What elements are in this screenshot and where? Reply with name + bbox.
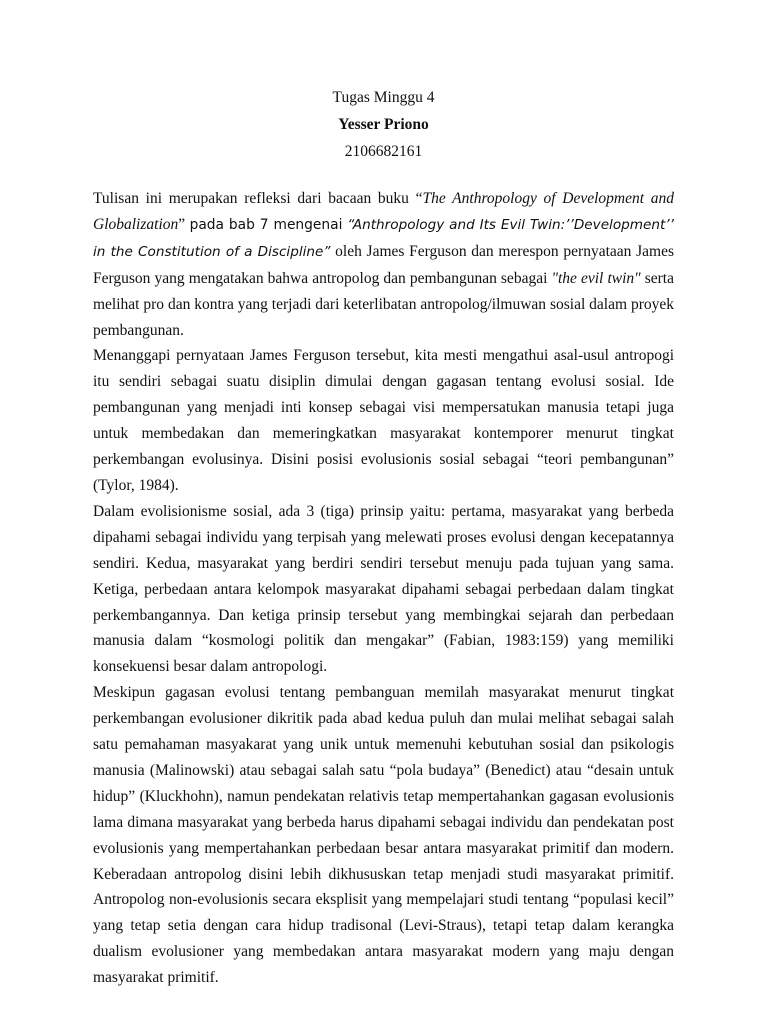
document-header (93, 84, 674, 165)
document-body (93, 186, 674, 991)
paragraph-3: Dalam evolisionisme sosial, ada 3 (tiga) prinsip yaitu: pertama, masyarakat yang berbeda dipahami sebagai individu yang terpisah yang melewati proses evolusi dengan kecepatannya sendiri. Kedua, masyarakat yang berdiri sendiri tersebut menuju pada tujuan yang sama. Ketiga, perbedaan antara kelompok masyarakat dipahami sebagai perbedaan dalam tingkat perkembangannya. Dan ketiga prinsip tersebut yang membingkai sejarah dan perbedaan manusia dalam “kosmologi politik dan mengakar” (Fabian, 1983:159) yang memiliki konsekuensi besar dalam antropologi. (93, 502, 674, 676)
intro-text-5: serta melihat pro dan kontra yang terjadi dari keterlibatan antropolog/ilmuwan sosial dalam proyek pembangunan. (93, 269, 674, 339)
paragraph-4: Meskipun gagasan evolusi tentang pembanguan memilah masyarakat menurut tingkat perkembangan evolusioner dikritik pada abad kedua puluh dan mulai melihat sebagai salah satu pemahaman masyakarat yang unik untuk memenuhi kebutuhan sosial dan psikologis manusia (Malinowski) atau sebagai salah satu “pola budaya” (Benedict) atau “desain untuk hidup” (Kluckhohn), namun pendekatan relativis tetap mempertahankan gagasan evolusionis lama dimana masyarakat yang berbeda harus dipahami sebagai individu dan pendekatan post evolusionis yang mempertahankan perbedaan besar antara masyarakat primitif dan modern. Keberadaan antropolog disini lebih dikhususkan tetap menjadi studi masyarakat primitif. Antropolog non-evolusionis secara eksplisit yang mempelajari studi tentang “populasi kecil” yang tetap setia dengan cara hidup tradisonal (Levi-Straus), tetapi tetap dalam kerangka dualism evolusioner yang membedakan antara masyarakat modern yang maju dengan masyarakat primitif. (93, 684, 674, 987)
intro-text-4: oleh James Ferguson dan merespon pernyataan James Ferguson yang mengatakan bahwa antropolog dan pembangunan sebagai (93, 242, 675, 287)
book-title: The Anthropology of Development and Globalization (93, 190, 675, 233)
paragraph-intro (93, 186, 674, 343)
intro-text-2: ” (178, 215, 190, 233)
intro-text-1: Tulisan ini merupakan refleksi dari bacaan buku “ (93, 190, 423, 207)
student-id: 2106682161 (344, 143, 423, 160)
assignment-title: Tugas Minggu 4 (332, 89, 435, 106)
paragraph-2: Menanggapi pernyataan James Ferguson tersebut, kita mesti mengathui asal-usul antropogi itu sendiri sebagai suatu disiplin dimulai dengan gagasan tentang evolusi sosial. Ide pembangunan yang menjadi inti konsep sebagai visi mempersatukan manusia tetapi juga untuk membedakan dan memeringkatkan masyarakat kontemporer menurut tingkat perkembangan evolusinya. Disini posisi evolusionis sosial sebagai “teori pembangunan” (Tylor, 1984). (93, 347, 674, 494)
evil-twin-quote: "the evil twin" (551, 269, 641, 287)
intro-text-3: pada bab 7 mengenai (189, 216, 348, 233)
author-name: Yesser Priono (338, 116, 429, 133)
chapter-title: “Anthropology and Its Evil Twin:’’Development’’ in the Constitution of a Discipline” (93, 216, 674, 260)
